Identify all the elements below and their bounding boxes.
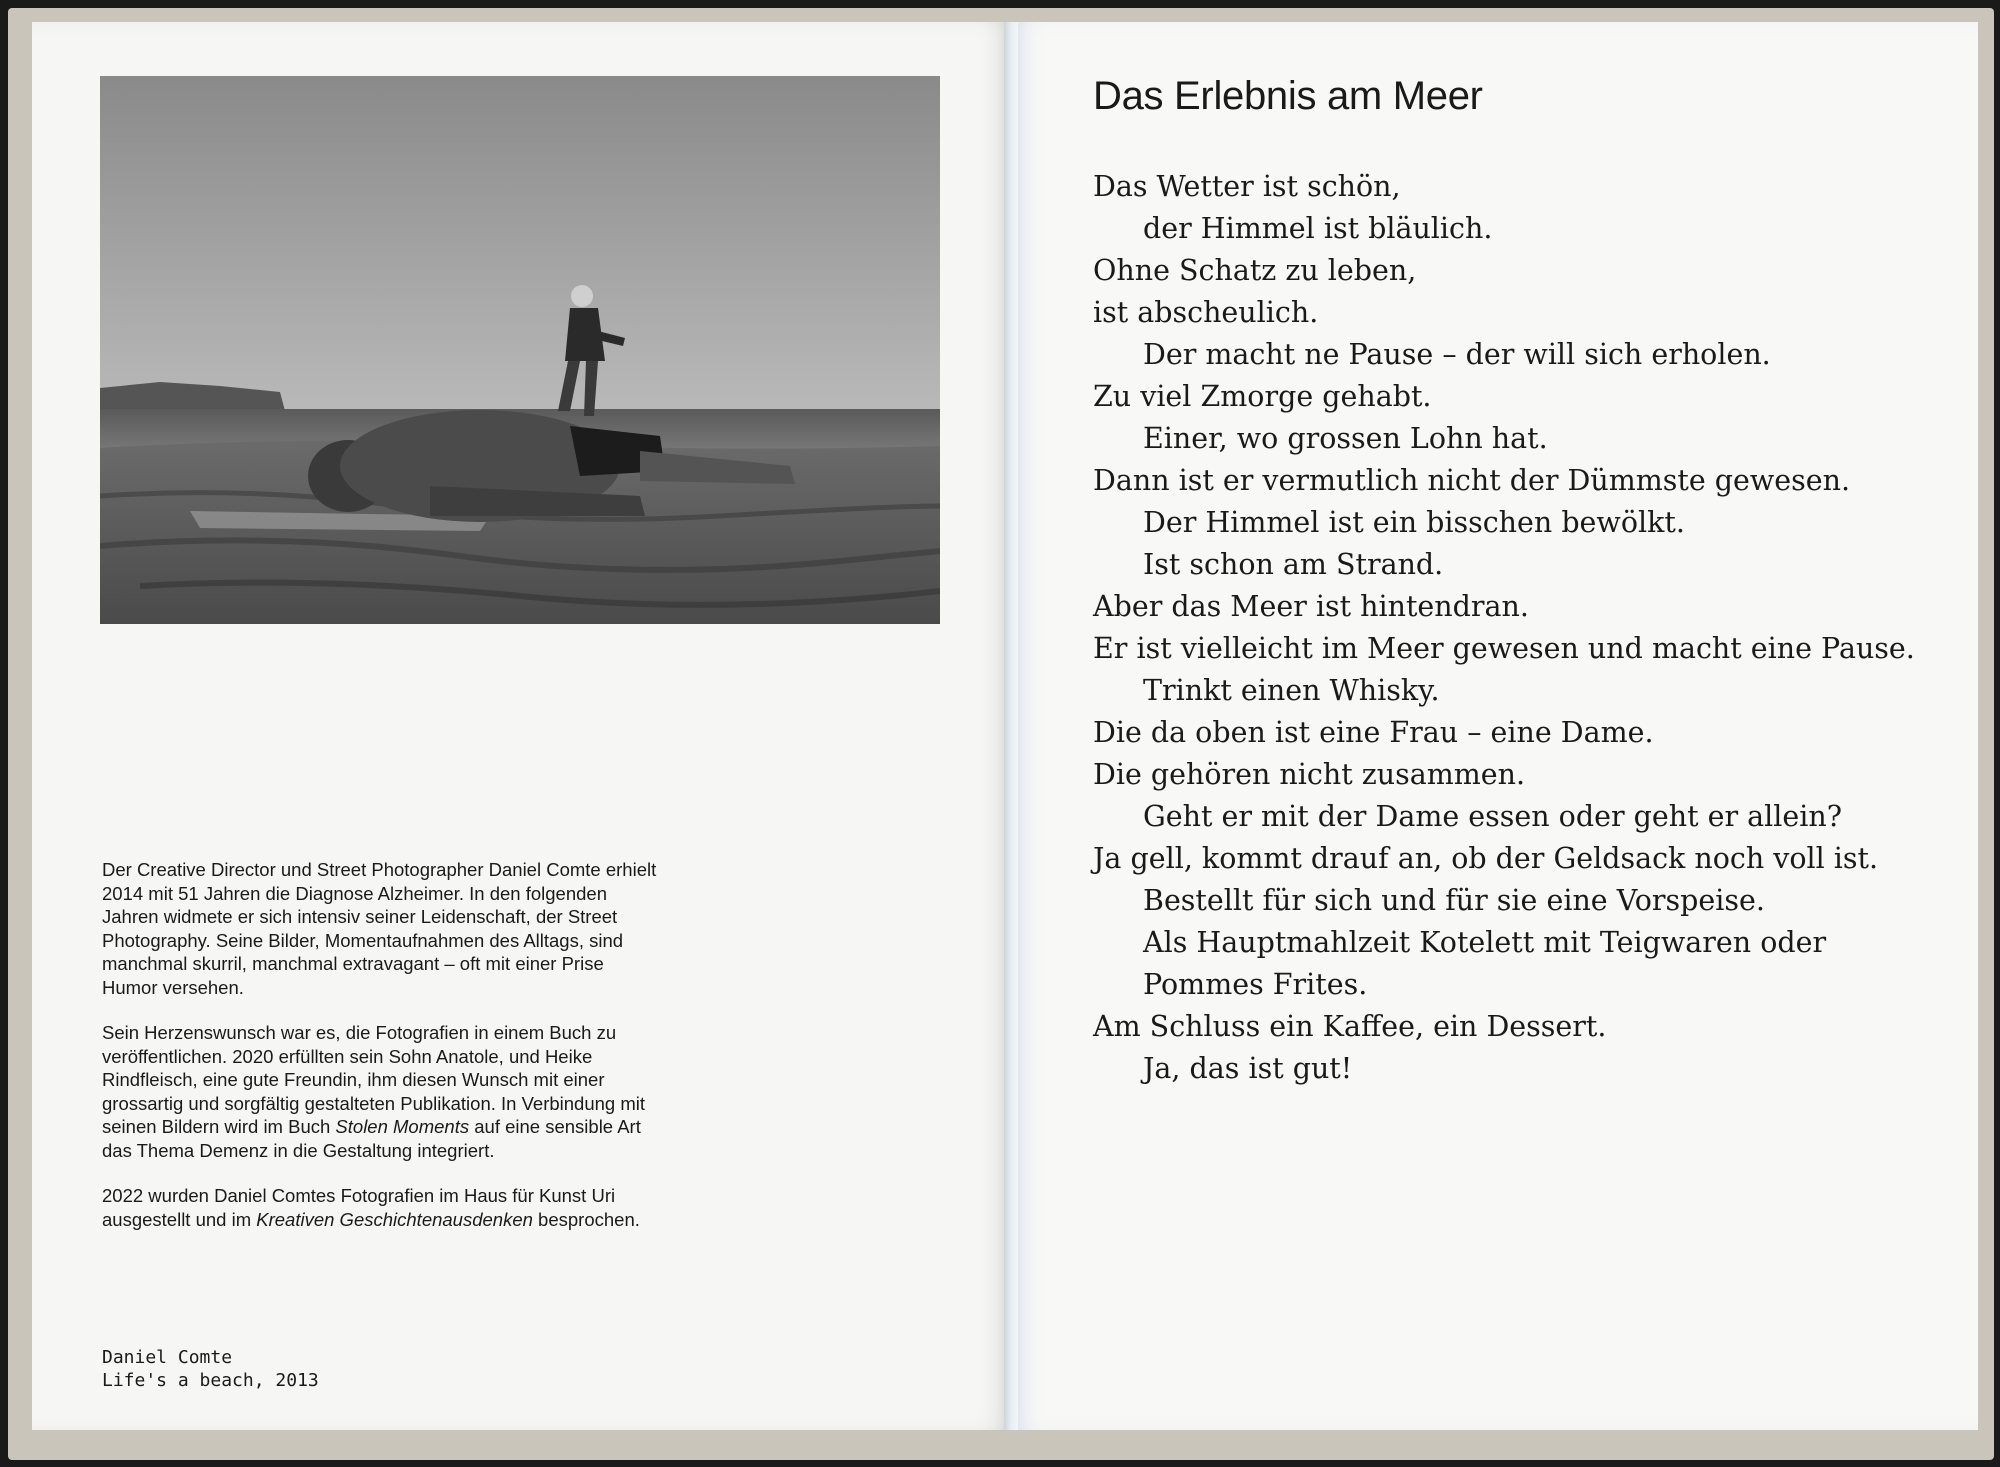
poem-line: Zu viel Zmorge gehabt. <box>1093 380 1432 413</box>
poem-line: Ist schon am Strand. <box>1143 548 1444 581</box>
photo-caption <box>102 1346 602 1392</box>
poem-title: Das Erlebnis am Meer <box>1093 74 1483 118</box>
poem-line: Geht er mit der Dame essen oder geht er allein? <box>1143 800 1843 833</box>
poem-line: Bestellt für sich und für sie eine Vorspeise. <box>1143 884 1765 917</box>
poem-text <box>1093 166 1953 1090</box>
bio-paragraph-3-text: 2022 wurden Daniel Comtes Fotografien im Haus für Kunst Uri ausgestellt und im <box>102 1185 616 1230</box>
poem-line: Die da oben ist eine Frau – eine Dame. <box>1093 716 1654 749</box>
poem-line: Ja, das ist gut! <box>1143 1052 1353 1085</box>
poem-line: Trinkt einen Whisky. <box>1143 674 1440 707</box>
book-gutter <box>1004 22 1018 1430</box>
poem-line: Aber das Meer ist hintendran. <box>1093 590 1529 623</box>
bio-paragraph-3-text-end: besprochen. <box>532 1208 640 1230</box>
poem-line: Ja gell, kommt drauf an, ob der Geldsack noch voll ist. <box>1093 842 1879 875</box>
poem-line: Dann ist er vermutlich nicht der Dümmste gewesen. <box>1093 464 1851 497</box>
poem-line: Als Hauptmahlzeit Kotelett mit Teigwaren oder <box>1143 926 1827 959</box>
poem-line: Pommes Frites. <box>1143 968 1368 1001</box>
beach-photo <box>100 76 940 624</box>
poem-line: Die gehören nicht zusammen. <box>1093 758 1526 791</box>
bio-text <box>102 858 662 1253</box>
caption-author: Daniel Comte <box>102 1347 233 1368</box>
poem-line: Das Wetter ist schön, <box>1093 170 1401 203</box>
poem-line: Ohne Schatz zu leben, <box>1093 254 1417 287</box>
poem-line: Er ist vielleicht im Meer gewesen und macht eine Pause. <box>1093 632 1915 665</box>
poem-line: Der Himmel ist ein bisschen bewölkt. <box>1143 506 1685 539</box>
poem-line: Am Schluss ein Kaffee, ein Dessert. <box>1093 1010 1607 1043</box>
caption-title: Life's a beach, 2013 <box>102 1370 319 1391</box>
bio-paragraph-2-text-end: auf eine sensible Art das Thema Demenz in die Gestaltung integriert. <box>102 1116 641 1161</box>
poem-line: der Himmel ist bläulich. <box>1143 212 1493 245</box>
poem-line: Einer, wo grossen Lohn hat. <box>1143 422 1548 455</box>
beach-photo-image <box>100 76 940 624</box>
event-title-italic: Kreativen Geschichtenausdenken <box>256 1208 533 1230</box>
bio-paragraph-1: Der Creative Director und Street Photographer Daniel Comte erhielt 2014 mit 51 Jahren die Diagnose Alzheimer. In den folgenden Jahren widmete er sich intensiv seiner Leidenschaft, der Street Photography. Seine Bilder, Momentaufnahmen des Alltags, sind manchmal skurril, manchmal extravagant – oft mit einer Prise Humor versehen. <box>102 859 657 998</box>
poem-line: ist abscheulich. <box>1093 296 1319 329</box>
poem-line: Der macht ne Pause – der will sich erholen. <box>1143 338 1771 371</box>
book-title-italic: Stolen Moments <box>335 1116 470 1137</box>
bio-paragraph-2-text: Sein Herzenswunsch war es, die Fotografien in einem Buch zu veröffentlichen. 2020 erfüllten sein Sohn Anatole, und Heike Rindfleisch, eine gute Freundin, ihm diesen Wunsch mit einer grossartig und sorgfältig gestalteten Publikation. In Verbindung mit seinen Bildern wird im Buch <box>102 1022 645 1137</box>
bio-paragraph-3 <box>102 1184 662 1231</box>
bio-paragraph-2 <box>102 1021 662 1162</box>
